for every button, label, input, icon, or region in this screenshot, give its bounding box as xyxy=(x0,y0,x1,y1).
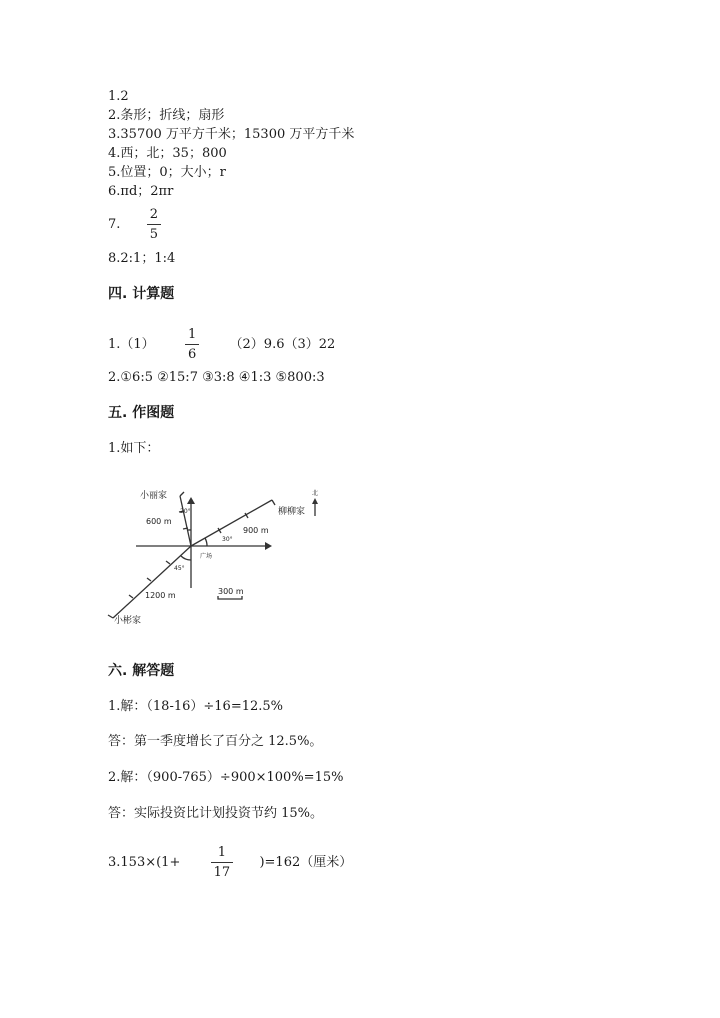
calc-q1-fraction xyxy=(185,327,199,362)
label-30deg: 30° xyxy=(222,536,233,543)
label-xiaobin: 小彬家 xyxy=(114,616,142,626)
calc-q2: 2.①6:5 ②15:7 ③3:8 ④1:3 ⑤800:3 xyxy=(108,370,325,385)
answer-2: 2.条形；折线；扇形 xyxy=(108,108,225,123)
label-1200m: 1200 m xyxy=(145,591,176,600)
answer-7-prefix: 7. xyxy=(108,217,121,232)
answer-3: 3.35700 万平方千米；15300 万平方千米 xyxy=(108,127,355,142)
label-liuliu: 柳柳家 xyxy=(278,507,306,517)
answer-7 xyxy=(108,207,161,242)
label-20deg: 20° xyxy=(180,508,191,515)
solution-q3-prefix: 3.153×(1+ xyxy=(108,855,181,870)
section-4-title: 四. 计算题 xyxy=(108,286,175,302)
fraction-numerator: 1 xyxy=(217,845,227,860)
fraction-numerator: 1 xyxy=(187,327,197,342)
solution-q3-suffix: )=162（厘米） xyxy=(259,855,353,870)
label-900m: 900 m xyxy=(243,526,269,535)
solution-q3-fraction xyxy=(211,845,234,880)
answer-6: 6.πd；2πr xyxy=(108,184,174,199)
fraction-denominator: 6 xyxy=(187,347,197,362)
section-6-title: 六. 解答题 xyxy=(108,663,175,679)
calc-q1 xyxy=(108,327,335,362)
solution-q3 xyxy=(108,845,352,880)
axis-arrowhead-north xyxy=(187,497,195,504)
answer-7-fraction xyxy=(147,207,161,242)
fraction-numerator: 2 xyxy=(149,207,158,222)
answer-1: 1.2 xyxy=(108,89,129,104)
scale-bar xyxy=(218,596,242,599)
label-square: 广场 xyxy=(200,553,213,560)
answer-5: 5.位置；0；大小；r xyxy=(108,165,226,180)
solution-q2: 2.解：（900-765）÷900×100%=15% xyxy=(108,770,344,785)
answer-8: 8.2:1；1:4 xyxy=(108,251,176,266)
calc-q1-prefix: 1.（1） xyxy=(108,337,155,352)
section-5-title: 五. 作图题 xyxy=(108,405,175,421)
label-300m: 300 m xyxy=(218,587,244,596)
label-45deg: 45° xyxy=(174,565,185,572)
solution-a1: 答：第一季度增长了百分之 12.5%。 xyxy=(108,734,323,749)
solution-q1: 1.解：（18-16）÷16=12.5% xyxy=(108,699,284,714)
fraction-denominator: 5 xyxy=(149,227,158,242)
label-xiaoli: 小丽家 xyxy=(140,491,168,501)
calc-q1-rest: （2）9.6（3）22 xyxy=(229,337,336,352)
direction-diagram xyxy=(100,478,330,630)
label-north: 北 xyxy=(312,490,319,497)
fraction-denominator: 17 xyxy=(213,865,231,880)
label-600m: 600 m xyxy=(146,517,172,526)
path-to-xiaobin xyxy=(113,546,191,618)
solution-a2: 答：实际投资比计划投资节约 15%。 xyxy=(108,806,324,821)
drawing-q1: 1.如下： xyxy=(108,441,160,456)
axis-arrowhead-east xyxy=(265,542,272,550)
answer-4: 4.西；北；35；800 xyxy=(108,146,227,161)
